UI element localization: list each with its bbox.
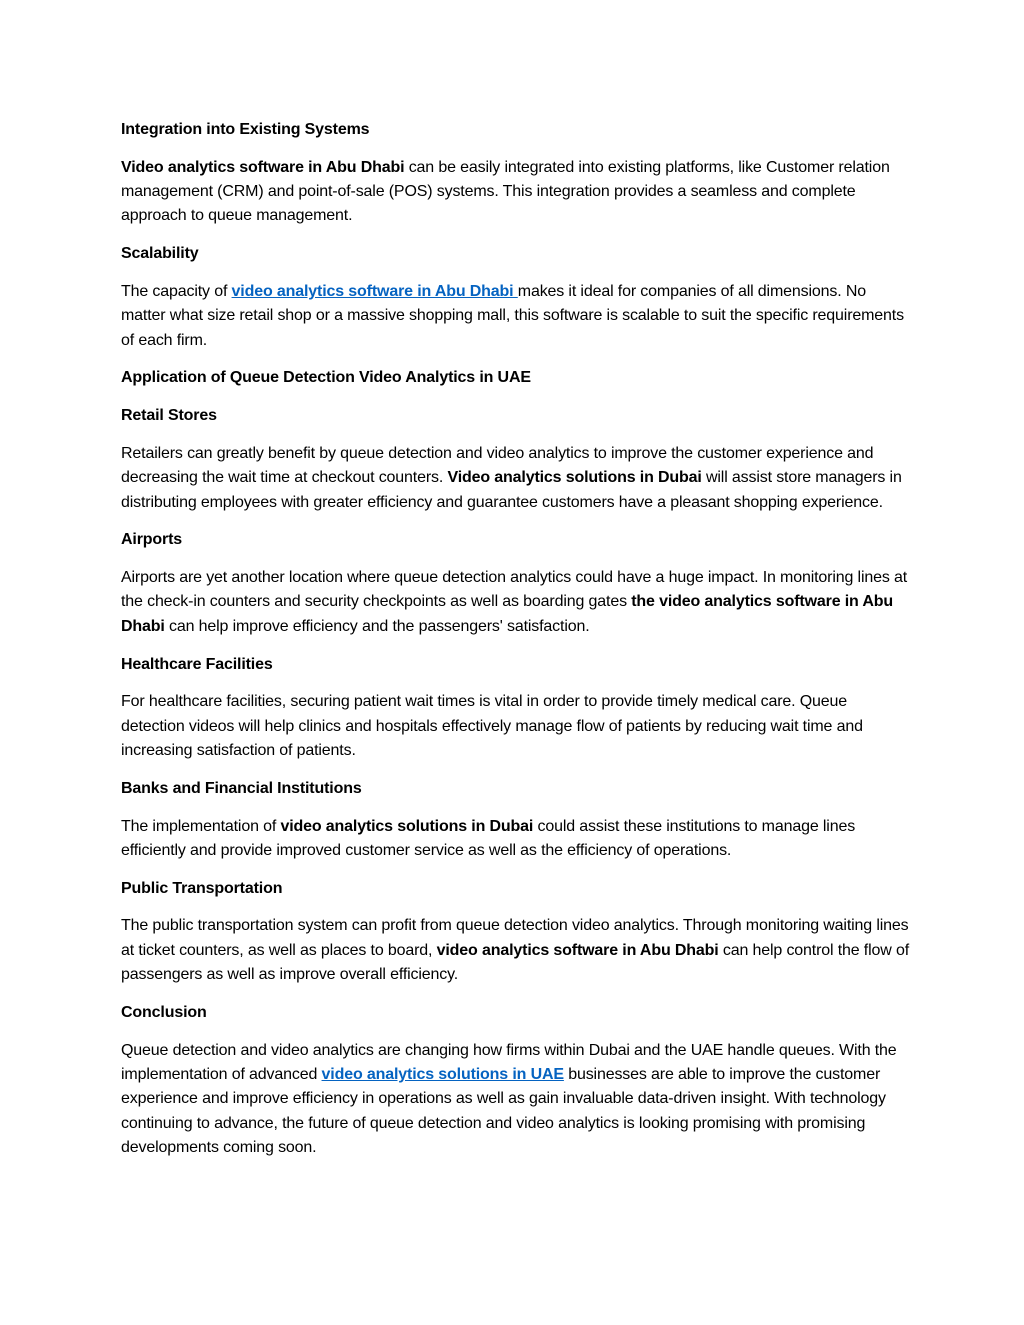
paragraph-integration bbox=[121, 156, 911, 229]
paragraph-conclusion bbox=[121, 1039, 911, 1160]
heading-healthcare: Healthcare Facilities bbox=[121, 655, 273, 673]
heading-retail-stores: Retail Stores bbox=[121, 407, 217, 425]
paragraph-text: The public transportation system can profit from queue detection video analytics. Through monitoring waiting lines at ticket counters, as well as places to board, bbox=[121, 917, 909, 959]
paragraph-text: The capacity of bbox=[121, 282, 232, 300]
paragraph-text: could assist these institutions to manage lines efficiently and provide improved customer service as well as the efficiency of operations. bbox=[121, 817, 856, 859]
paragraph-public-transportation bbox=[121, 914, 911, 987]
heading-conclusion: Conclusion bbox=[121, 1003, 207, 1021]
heading-public-transportation: Public Transportation bbox=[121, 879, 283, 897]
link-video-analytics-abu-dhabi[interactable]: video analytics software in Abu Dhabi bbox=[231, 282, 518, 300]
paragraph-text: The implementation of bbox=[121, 817, 281, 835]
heading-banks: Banks and Financial Institutions bbox=[121, 779, 362, 797]
paragraph-text: can help control the flow of passengers as well as improve overall efficiency. bbox=[121, 941, 909, 984]
heading-airports: Airports bbox=[121, 531, 183, 549]
paragraph-text: can help improve efficiency and the passengers' satisfaction. bbox=[164, 617, 590, 635]
document-page bbox=[121, 118, 911, 1174]
heading-application: Application of Queue Detection Video Analytics in UAE bbox=[121, 369, 531, 387]
paragraph-retail-stores bbox=[121, 442, 911, 515]
bold-phrase: the video analytics software in Abu Dhabi bbox=[121, 593, 894, 635]
paragraph-scalability bbox=[121, 280, 911, 353]
heading-scalability: Scalability bbox=[121, 245, 199, 263]
paragraph-text: businesses are able to improve the customer experience and improve efficiency in operations as well as gain invaluable data-driven insight. With technology continuing to advance, the future of queue detection and video analytics is looking promising with promising developments coming soon. bbox=[121, 1065, 886, 1156]
paragraph-airports bbox=[121, 566, 911, 639]
bold-phrase: Video analytics software in Abu Dhabi bbox=[121, 158, 405, 176]
link-video-analytics-uae[interactable]: video analytics solutions in UAE bbox=[321, 1065, 564, 1083]
paragraph-text: Queue detection and video analytics are changing how firms within Dubai and the UAE handle queues. With the implementation of advanced bbox=[121, 1041, 897, 1083]
bold-phrase: video analytics solutions in Dubai bbox=[280, 817, 534, 835]
paragraph-text: Retailers can greatly benefit by queue detection and video analytics to improve the customer experience and decreasing the wait time at checkout counters. bbox=[121, 444, 874, 487]
bold-phrase: Video analytics solutions in Dubai bbox=[447, 469, 702, 487]
bold-phrase: video analytics software in Abu Dhabi bbox=[436, 941, 719, 959]
paragraph-healthcare: For healthcare facilities, securing patient wait times is vital in order to provide timely medical care. Queue detection videos will help clinics and hospitals effectively manage flow of patients by reducing wait time and increasing satisfaction of patients. bbox=[121, 693, 863, 759]
paragraph-text: makes it ideal for companies of all dimensions. No matter what size retail shop or a massive shopping mall, this software is scalable to suit the specific requirements of each firm. bbox=[121, 282, 904, 349]
heading-integration: Integration into Existing Systems bbox=[121, 121, 370, 138]
paragraph-text: will assist store managers in distributing employees with greater efficiency and guarantee customers have a pleasant shopping experience. bbox=[121, 469, 902, 511]
paragraph-banks bbox=[121, 815, 911, 864]
paragraph-text: can be easily integrated into existing platforms, like Customer relation management (CRM) and point-of-sale (POS) systems. This integration provides a seamless and complete approach to queue management. bbox=[121, 158, 890, 225]
paragraph-text: Airports are yet another location where queue detection analytics could have a huge impact. In monitoring lines at the check-in counters and security checkpoints as well as boarding gates bbox=[121, 569, 908, 611]
